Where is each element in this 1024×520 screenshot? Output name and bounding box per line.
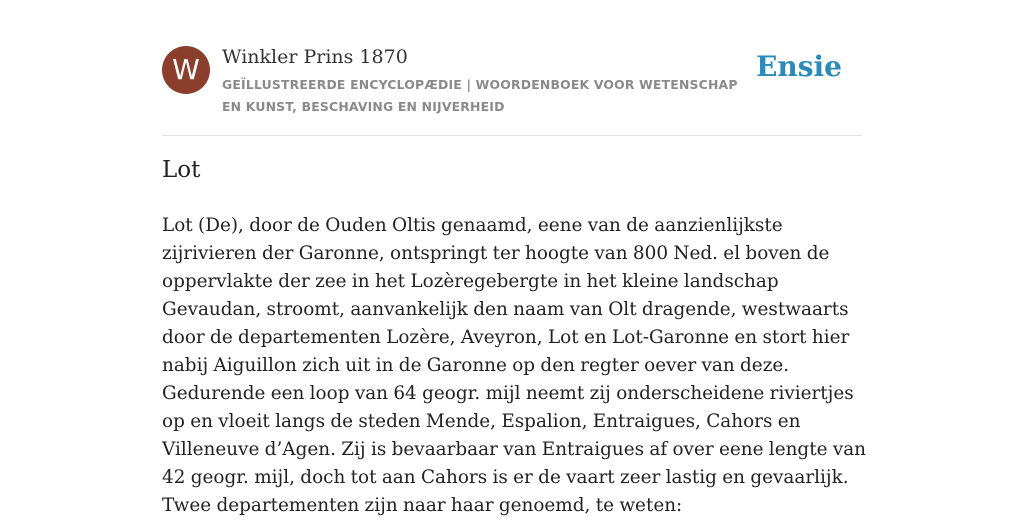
- entry-body: Lot (De), door de Ouden Oltis genaamd, eene van de aanzienlijkste zijrivieren der Garonne, ontspringt ter hoogte van 800 Ned. el boven de oppervlakte der zee in het Lozèregebergte in het kleine landschap Gevaudan, stroomt, aanvankelijk den naam van Olt dragende, westwaarts door de departementen Lozère, Aveyron, Lot en Lot-Garonne en stort hier nabij Aiguillon zich uit in de Garonne op den regter oever van deze. Gedurende een loop van 64 geogr. mijl neemt zij onderscheidene riviertjes op en vloeit langs de steden Mende, Espalion, Entraigues, Cahors en Villeneuve d’Agen. Zij is bevaarbaar van Entraigues af over eene lengte van 42 geogr. mijl, doch tot aan Cahors is er de vaart zeer lastig en gevaarlijk. Twee departementen zijn naar haar genoemd, te weten:: [162, 215, 867, 516]
- source-avatar[interactable]: W: [162, 46, 210, 94]
- source-subtitle: GEÏLLUSTREERDE ENCYCLOPÆDIE | WOORDENBOEK VOOR WETENSCHAP EN KUNST, BESCHAVING EN NIJVERHEID: [222, 77, 738, 114]
- entry-title: Lot: [162, 157, 201, 183]
- source-title[interactable]: Winkler Prins 1870: [222, 46, 408, 68]
- header-divider: [162, 135, 862, 136]
- source-header: [162, 44, 862, 124]
- ensie-logo[interactable]: Ensie: [756, 50, 842, 83]
